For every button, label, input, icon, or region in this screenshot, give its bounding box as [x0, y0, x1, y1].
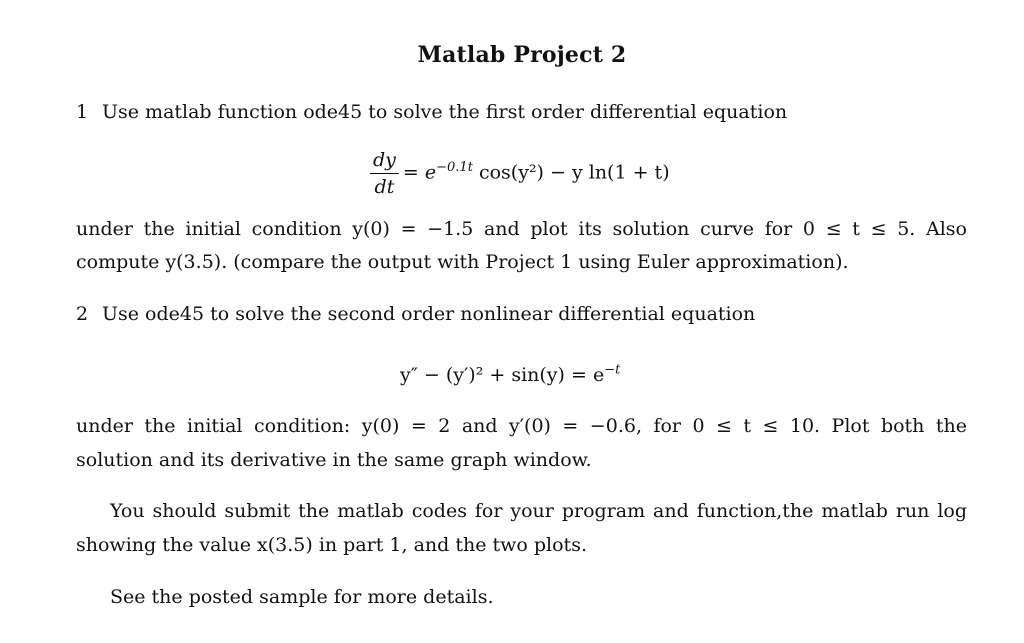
problem-1-intro-text: Use matlab function ode45 to solve the first order differential equation [102, 101, 788, 123]
problem-2-text-line-1: under the initial condition: y(0) = 2 and y′(0) = −0.6, for 0 ≤ t ≤ 10. Plot both the [76, 415, 967, 437]
fraction-denominator: dt [374, 176, 395, 198]
equation-rest: cos(y²) − y ln(1 + t) [472, 161, 670, 184]
submission-line-2: showing the value x(3.5) in part 1, and the two plots. [76, 534, 587, 556]
problem-1-equation [370, 148, 670, 199]
exponent: −0.1t [436, 160, 473, 176]
page-title: Matlab Project 2 [417, 42, 627, 68]
problem-1-text-line-1: under the initial condition y(0) = −1.5 and plot its solution curve for 0 ≤ t ≤ 5. Also [76, 218, 967, 240]
exponent: −t [604, 362, 621, 378]
problem-1-text-line-2: compute y(3.5). (compare the output with Project 1 using Euler approximation). [76, 251, 849, 273]
submission-line-1: You should submit the matlab codes for your program and function,the matlab run log [110, 500, 967, 522]
problem-1-intro [76, 100, 787, 124]
problem-2-number: 2 [76, 303, 89, 325]
equation-equals: = [402, 161, 419, 184]
problem-2-text-line-2: solution and its derivative in the same graph window. [76, 449, 592, 471]
fraction-numerator: dy [370, 148, 399, 174]
problem-2-intro-text: Use ode45 to solve the second order nonlinear differential equation [102, 303, 756, 325]
note-text: See the posted sample for more details. [110, 586, 494, 608]
euler-e: e [424, 161, 437, 184]
problem-2-equation [400, 363, 620, 387]
problem-2-intro [76, 302, 755, 326]
derivative-fraction [370, 148, 399, 199]
equation-lhs: y″ − (y′)² + sin(y) = e [400, 364, 605, 386]
problem-1-number: 1 [76, 101, 89, 123]
